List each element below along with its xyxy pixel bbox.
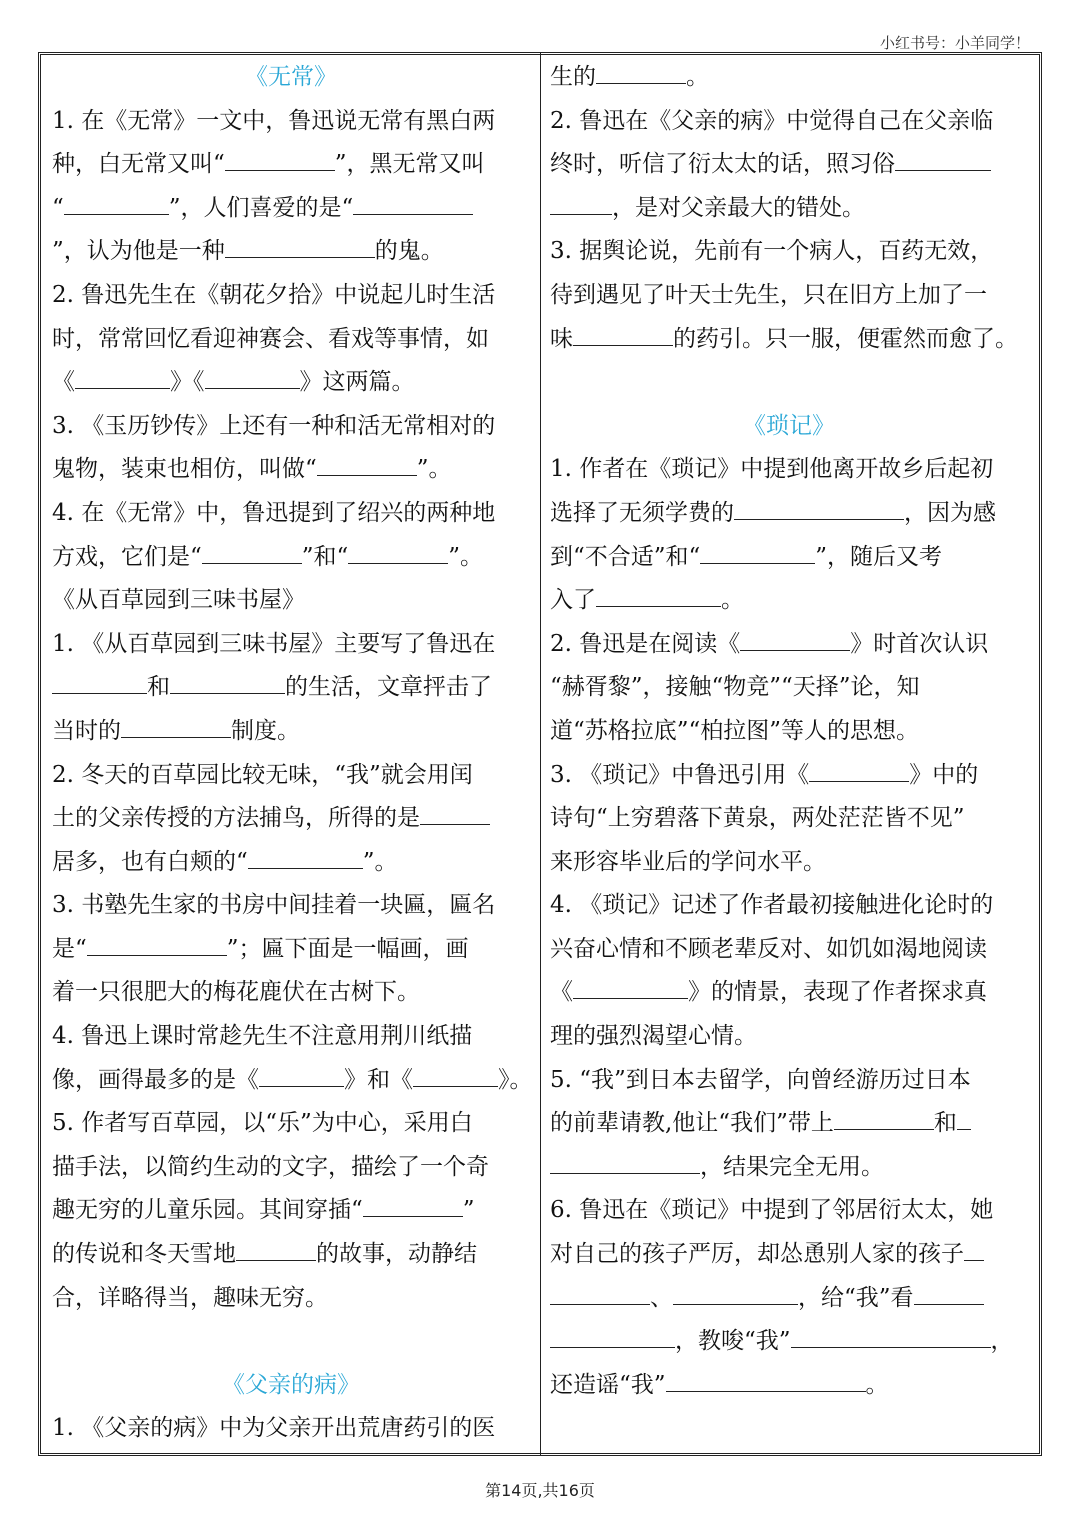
answer-blank[interactable] [348, 537, 448, 564]
question-line: 3. 《琐记》中鲁迅引用《 》中的 [550, 754, 1028, 798]
answer-blank[interactable] [87, 929, 227, 956]
question-text: 描手法，以简约生动的文字，描绘了一个奇 [52, 1153, 489, 1180]
right-column [550, 56, 1028, 1407]
question-line: 还造谣“我” 。 [550, 1364, 1028, 1408]
question-line: 趣无穷的儿童乐园。其间穿插“ ” [52, 1189, 530, 1233]
section-title-suoji: 《琐记》 [743, 412, 835, 439]
question-text: 道“苏格拉底”“柏拉图”等人的思想。 [550, 717, 920, 744]
question-line: 像，画得最多的是《 》和《 》。 [52, 1059, 530, 1103]
question-line: 生的 。 [550, 56, 1028, 100]
question-text: 待到遇见了叶天士先生，只在旧方上加了一 [550, 281, 987, 308]
section-title-baicao: 《从百草园到三味书屋》 [52, 587, 305, 614]
question-line: 选择了无须学费的 ，因为感 [550, 492, 1028, 536]
question-line: 2. 鲁迅是在阅读《 》时首次认识 [550, 623, 1028, 667]
question-text: 理的强烈渴望心情。 [550, 1023, 757, 1050]
question-text: 3. 书塾先生家的书房中间挂着一块匾，匾名 [52, 892, 496, 919]
question-line: 的前辈请教,他让“我们”带上 和 [550, 1102, 1028, 1146]
question-text: 5. “我”到日本去留学，向曾经游历过日本 [550, 1066, 971, 1093]
question-line: 、 ，给“我”看 [550, 1277, 1028, 1321]
question-text: 着一只很肥大的梅花鹿伏在古树下。 [52, 979, 420, 1006]
question-text: “赫胥黎”，接触“物竞”“天择”论，知 [550, 674, 920, 701]
page-number: 第14页,共16页 [485, 1481, 595, 1500]
answer-blank[interactable] [236, 1234, 316, 1261]
left-column [52, 56, 533, 1451]
question-line: ，教唆“我” ， [550, 1320, 1028, 1364]
question-line: ”，认为他是一种 的鬼。 [52, 230, 530, 274]
question-line: 鬼物，装束也相仿，叫做“ ”。 [52, 448, 530, 492]
answer-blank[interactable] [353, 188, 473, 215]
question-line: 方戏，它们是“ ”和“ ”。 [52, 536, 530, 580]
question-text: 4. 在《无常》中，鲁迅提到了绍兴的两种地 [52, 499, 496, 526]
answer-blank[interactable] [791, 1321, 991, 1348]
question-text: 时，常常回忆看迎神赛会、看戏等事情，如 [52, 325, 489, 352]
answer-blank[interactable] [914, 1278, 984, 1305]
section-title-fuqin: 《父亲的病》 [222, 1371, 360, 1398]
question-text: 诗句“上穷碧落下黄泉，两处茫茫皆不见” [550, 805, 965, 832]
watermark: 小红书号：小羊同学！ [879, 34, 1030, 52]
answer-blank[interactable] [363, 1190, 463, 1217]
answer-blank[interactable] [573, 972, 688, 999]
question-text: 3. 据舆论说，先前有一个病人，百药无效， [550, 238, 994, 265]
question-line: ，是对父亲最大的错处。 [550, 187, 1028, 231]
answer-blank[interactable] [550, 1147, 700, 1174]
question-text: 2. 冬天的百草园比较无味，“我”就会用闰 [52, 761, 473, 788]
question-line: ，结果完全无用。 [550, 1146, 1028, 1190]
question-line: 《 》的情景，表现了作者探求真 [550, 971, 1028, 1015]
answer-blank[interactable] [700, 537, 815, 564]
answer-blank[interactable] [734, 493, 904, 520]
question-text: 1. 在《无常》一文中，鲁迅说无常有黑白两 [52, 107, 496, 134]
column-divider [540, 52, 541, 1456]
question-line: 当时的 制度。 [52, 710, 530, 754]
question-text: 5. 作者写百草园，以“乐”为中心，采用白 [52, 1110, 473, 1137]
answer-blank[interactable] [550, 1278, 650, 1305]
answer-blank[interactable] [596, 580, 721, 607]
answer-blank[interactable] [170, 667, 285, 694]
answer-blank[interactable] [957, 1103, 971, 1130]
question-line: “ ”，人们喜爱的是“ [52, 187, 530, 231]
question-line: 种，白无常又叫“ ”，黑无常又叫 [52, 143, 530, 187]
question-line: 土的父亲传授的方法捕鸟，所得的是 [52, 797, 530, 841]
question-line: 是“ ”；匾下面是一幅画，画 [52, 928, 530, 972]
answer-blank[interactable] [317, 449, 417, 476]
section-title-wuchang: 《无常》 [245, 64, 337, 90]
question-text: 1. 作者在《琐记》中提到他离开故乡后起初 [550, 456, 994, 483]
question-text: 2. 鲁迅在《父亲的病》中觉得自己在父亲临 [550, 107, 994, 134]
answer-blank[interactable] [964, 1234, 984, 1261]
answer-blank[interactable] [834, 1103, 934, 1130]
answer-blank[interactable] [666, 1365, 866, 1392]
answer-blank[interactable] [596, 57, 686, 84]
answer-blank[interactable] [809, 755, 909, 782]
answer-blank[interactable] [248, 842, 363, 869]
question-line: 到“不合适”和“ ”，随后又考 [550, 536, 1028, 580]
question-line: 对自己的孩子严厉，却怂恿别人家的孩子 [550, 1233, 1028, 1277]
question-line: 《 》《 》这两篇。 [52, 361, 530, 405]
answer-blank[interactable] [64, 188, 169, 215]
answer-blank[interactable] [413, 1060, 498, 1087]
answer-blank[interactable] [673, 1278, 798, 1305]
answer-blank[interactable] [550, 188, 612, 215]
question-text: 来形容毕业后的学问水平。 [550, 848, 826, 875]
answer-blank[interactable] [573, 319, 673, 346]
question-text: 合，详略得当，趣味无穷。 [52, 1284, 328, 1311]
question-line: 终时，听信了衍太太的话，照习俗 [550, 143, 1028, 187]
question-text: 4. 《琐记》记述了作者最初接触进化论时的 [550, 892, 994, 919]
question-line: 的传说和冬天雪地 的故事，动静结 [52, 1233, 530, 1277]
answer-blank[interactable] [75, 362, 170, 389]
answer-blank[interactable] [895, 144, 991, 171]
question-text: 1. 《从百草园到三味书屋》主要写了鲁迅在 [52, 630, 496, 657]
answer-blank[interactable] [121, 711, 231, 738]
answer-blank[interactable] [225, 144, 335, 171]
question-text: 6. 鲁迅在《琐记》中提到了邻居衍太太，她 [550, 1197, 994, 1224]
question-text: 3. 《玉历钞传》上还有一种和活无常相对的 [52, 412, 496, 439]
answer-blank[interactable] [259, 1060, 344, 1087]
answer-blank[interactable] [52, 667, 147, 694]
question-text: 1. 《父亲的病》中为父亲开出荒唐药引的医 [52, 1415, 496, 1442]
question-line: 味 的药引。只一服，便霍然而愈了。 [550, 318, 1028, 362]
answer-blank[interactable] [740, 624, 850, 651]
question-line: 居多，也有白颊的“ ”。 [52, 841, 530, 885]
answer-blank[interactable] [420, 798, 490, 825]
question-text: 2. 鲁迅先生在《朝花夕拾》中说起儿时生活 [52, 281, 496, 308]
question-text: 兴奋心情和不顾老辈反对、如饥如渴地阅读 [550, 935, 987, 962]
question-line: 和 的生活，文章抨击了 [52, 666, 530, 710]
answer-blank[interactable] [202, 537, 302, 564]
answer-blank[interactable] [205, 362, 300, 389]
question-line: 入了 。 [550, 579, 1028, 623]
answer-blank[interactable] [550, 1321, 675, 1348]
answer-blank[interactable] [225, 231, 375, 258]
question-text: 4. 鲁迅上课时常趁先生不注意用荆川纸描 [52, 1023, 473, 1050]
